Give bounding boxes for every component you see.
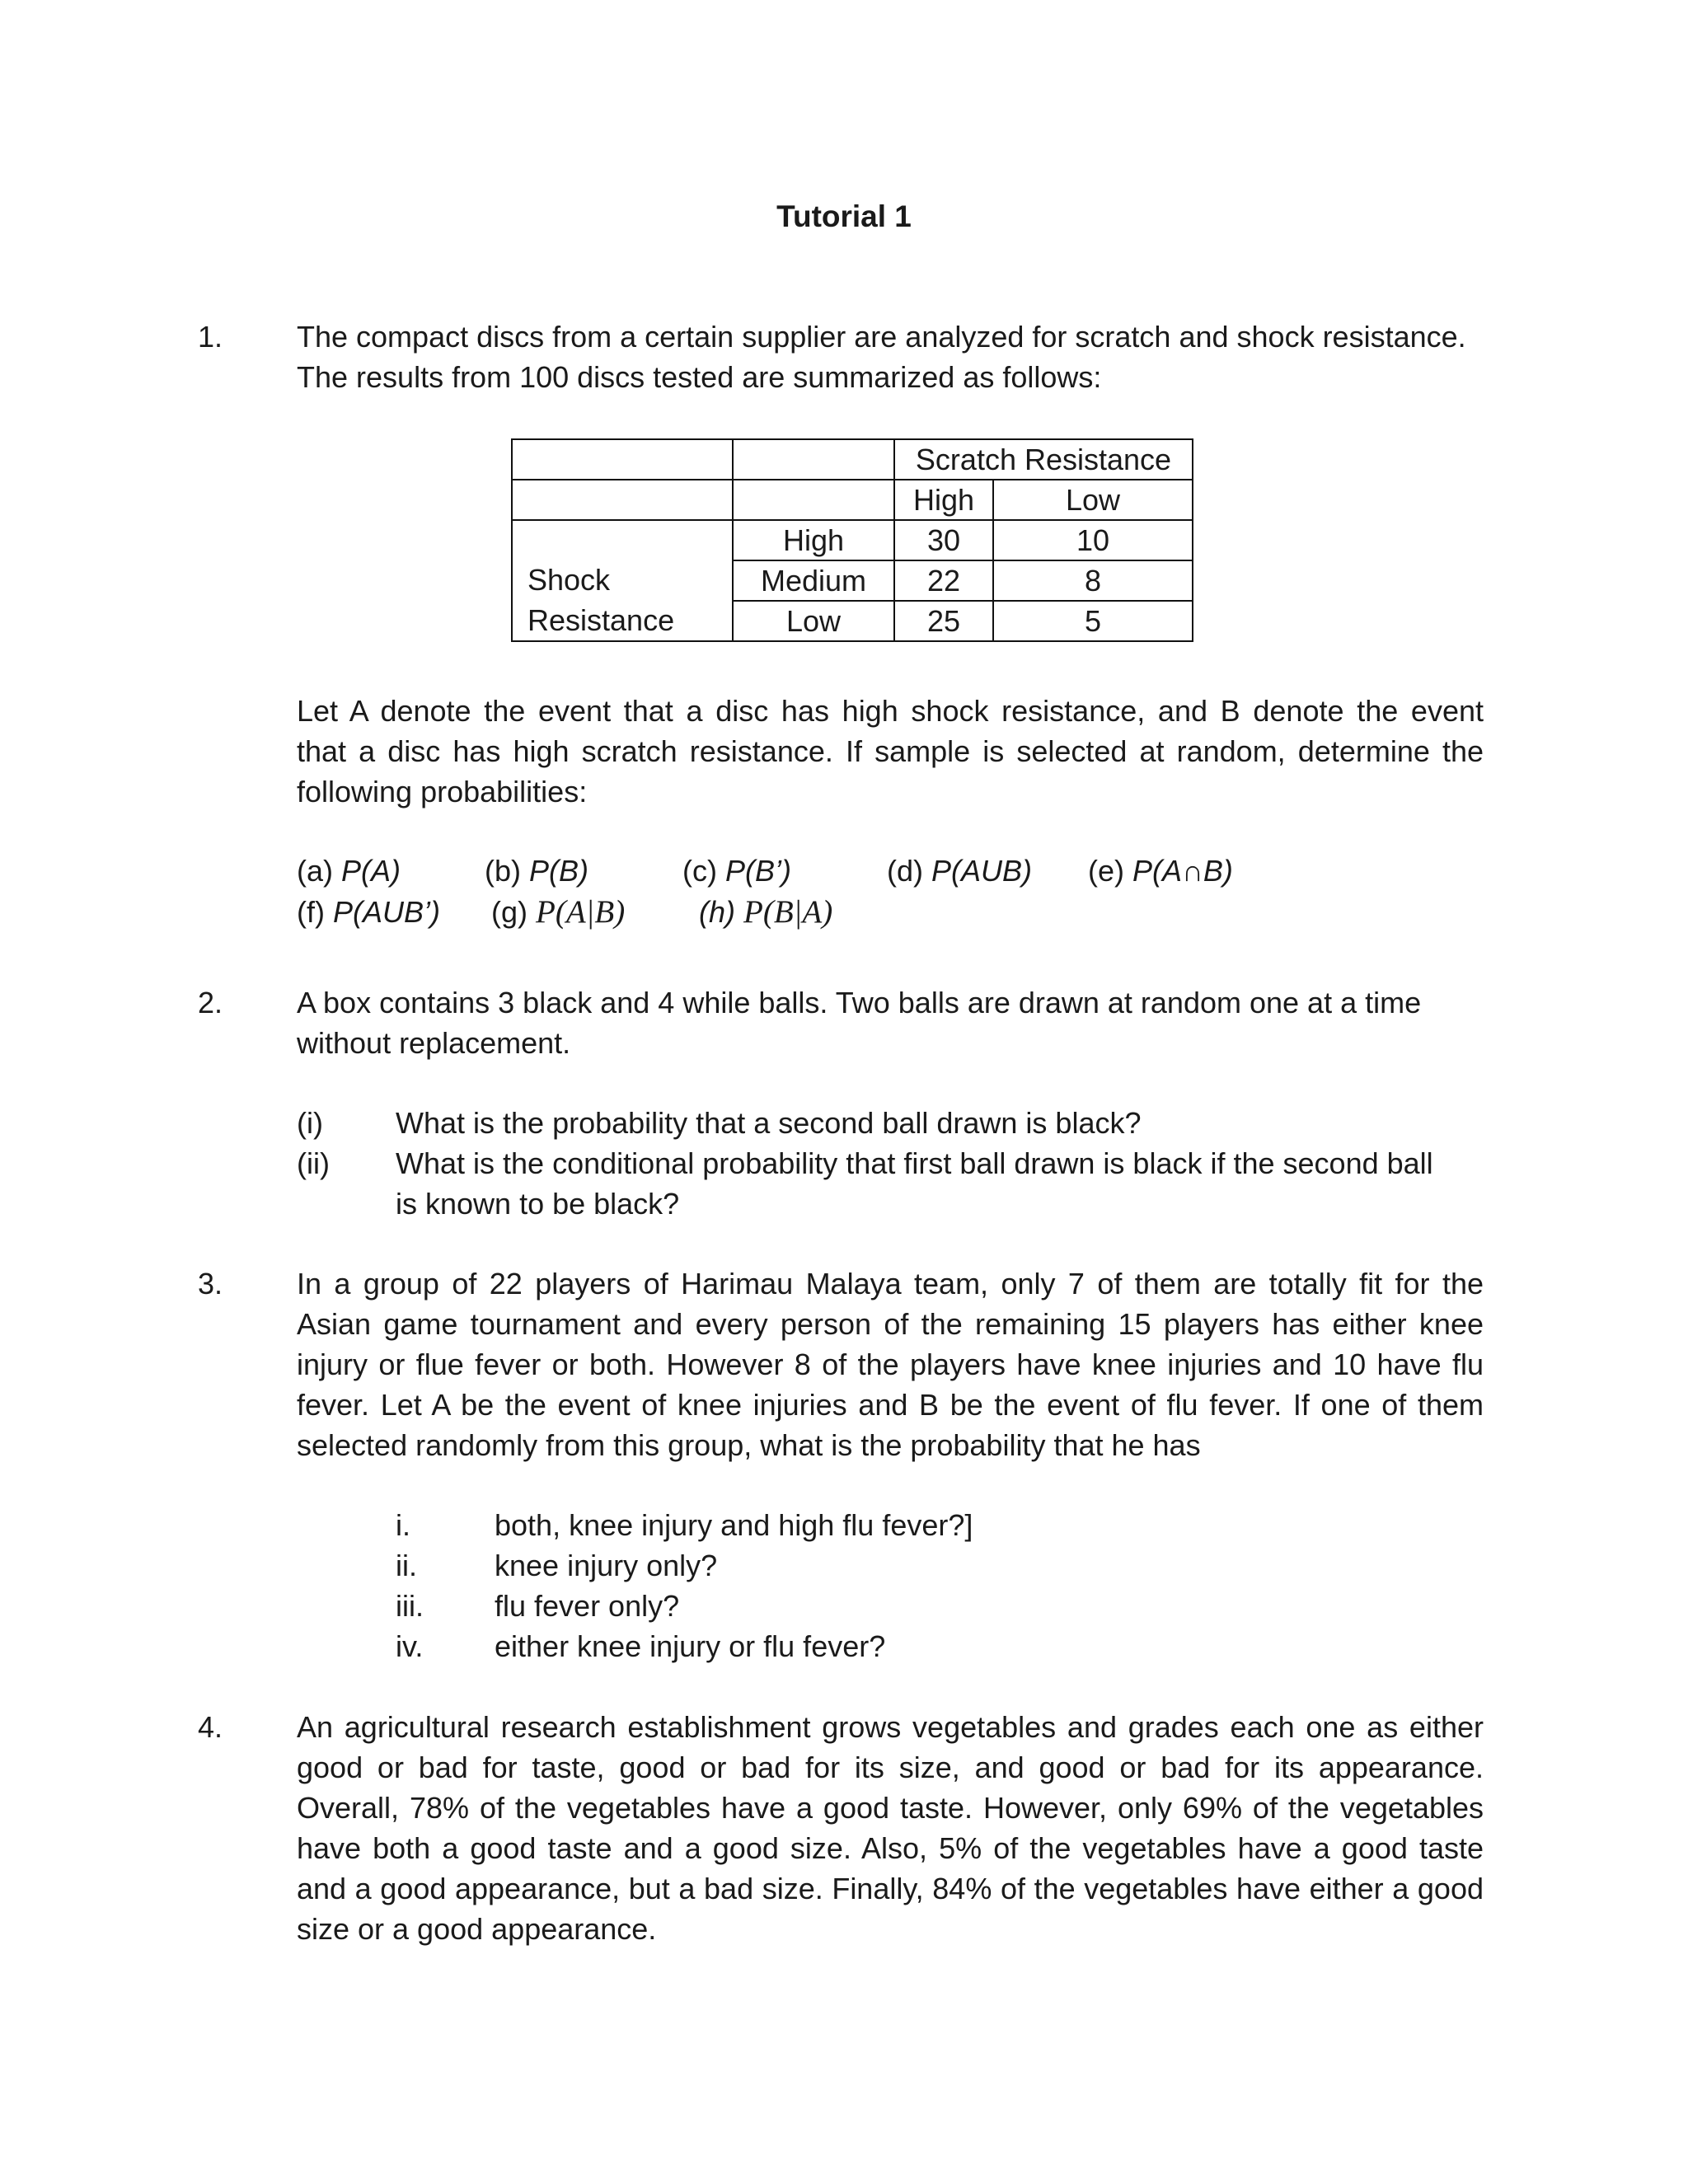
scratch-resistance-header: Scratch Resistance: [894, 439, 1193, 480]
part-f-expression: P(AUB’): [333, 895, 441, 929]
cell-medium-low: 8: [993, 560, 1193, 601]
cell-high-low: 10: [993, 520, 1193, 560]
q2-item-ii-line-2: is known to be black?: [396, 1187, 680, 1221]
part-b-label: (b): [485, 854, 521, 888]
question-4-line-2: good or bad for taste, good or bad for its size, and good or bad for its appearance.: [297, 1750, 1484, 1784]
q3-item-iv-text: either knee injury or flu fever?: [495, 1629, 886, 1663]
part-e-label: (e): [1088, 854, 1124, 888]
q3-item-iii-label: iii.: [396, 1589, 424, 1623]
question-2-number: 2.: [198, 986, 223, 1019]
part-e: [1088, 851, 1233, 891]
page-title: Tutorial 1: [776, 199, 912, 233]
part-a-label: (a): [297, 854, 333, 888]
q2-item-i-label: (i): [297, 1106, 323, 1140]
question-3-line-4: fever. Let A be the event of knee injuries and B be the event of flu fever. If one of them: [297, 1388, 1484, 1422]
question-4-line-1: An agricultural research establishment grows vegetables and grades each one as either: [297, 1710, 1484, 1744]
part-e-expression: P(A∩B): [1132, 854, 1233, 888]
question-3-line-3: injury or flue fever or both. However 8 of the players have knee injuries and 10 have flu: [297, 1347, 1484, 1381]
part-c: [682, 851, 791, 891]
question-4-line-5: and a good appearance, but a bad size. Finally, 84% of the vegetables have either a good: [297, 1872, 1484, 1905]
question-3-text: [297, 1263, 1484, 1465]
question-4-text: [297, 1707, 1484, 1949]
question-4-line-6: size or a good appearance.: [297, 1912, 657, 1946]
part-c-label: (c): [682, 854, 717, 888]
question-1-text-line-3: following probabilities:: [297, 775, 588, 808]
q3-item-i-label: i.: [396, 1508, 410, 1542]
question-4-number: 4.: [198, 1710, 223, 1744]
q3-item-iv-label: iv.: [396, 1629, 424, 1663]
q3-item-i-text: both, knee injury and high flu fever?]: [495, 1508, 973, 1542]
question-3-number: 3.: [198, 1267, 223, 1301]
question-1-text: [297, 691, 1484, 812]
shock-label-line-1: Shock: [528, 563, 611, 597]
part-g-label: (g): [491, 895, 528, 929]
question-2-text: [297, 982, 1484, 1063]
shock-resistance-label: [512, 520, 733, 641]
part-f-label: (f): [297, 895, 325, 929]
q3-item-iii-text: flu fever only?: [495, 1589, 680, 1623]
row-label-medium: Medium: [733, 560, 894, 601]
part-b-expression: P(B): [529, 854, 589, 888]
table-row: [512, 439, 1193, 480]
scratch-high-header: High: [894, 480, 993, 520]
q3-item-ii-text: knee injury only?: [495, 1549, 718, 1582]
part-a: [297, 851, 401, 891]
part-c-expression: P(B’): [725, 854, 791, 888]
shock-label-line-2: Resistance: [528, 603, 675, 637]
row-label-low: Low: [733, 601, 894, 641]
question-3-line-5: selected randomly from this group, what is the probability that he has: [297, 1428, 1201, 1462]
part-d-label: (d): [887, 854, 923, 888]
part-f: [297, 892, 440, 932]
question-3-line-2: Asian game tournament and every person of the remaining 15 players has either knee: [297, 1307, 1484, 1341]
question-1-text-line-2: that a disc has high scratch resistance. If sample is selected at random, determine the: [297, 734, 1484, 768]
question-4-line-3: Overall, 78% of the vegetables have a good taste. However, only 69% of the vegetables: [297, 1791, 1484, 1825]
row-label-high: High: [733, 520, 894, 560]
scratch-low-header: Low: [993, 480, 1193, 520]
cell-high-high: 30: [894, 520, 993, 560]
table-row: [512, 520, 1193, 560]
question-2-line-1: A box contains 3 black and 4 while balls. Two balls are drawn at random one at a time: [297, 986, 1422, 1019]
cell-low-low: 5: [993, 601, 1193, 641]
part-b: [485, 851, 588, 891]
part-g-expression: P(A|B): [536, 894, 626, 930]
question-1-intro: [297, 316, 1484, 397]
question-2-line-2: without replacement.: [297, 1026, 571, 1060]
q2-item-ii-line-1: What is the conditional probability that first ball drawn is black if the second ball: [396, 1146, 1433, 1180]
cell-low-high: 25: [894, 601, 993, 641]
part-g: [491, 892, 625, 932]
q2-item-i-text: What is the probability that a second ball drawn is black?: [396, 1106, 1142, 1140]
part-h-expression: P(B|A): [743, 894, 833, 930]
q3-item-ii-label: ii.: [396, 1549, 417, 1582]
q2-item-ii-label: (ii): [297, 1146, 330, 1180]
table-row: [512, 480, 1193, 520]
cell-medium-high: 22: [894, 560, 993, 601]
question-1-intro-line-2: The results from 100 discs tested are summarized as follows:: [297, 360, 1102, 394]
part-h: [699, 892, 832, 932]
question-3-line-1: In a group of 22 players of Harimau Malaya team, only 7 of them are totally fit for the: [297, 1267, 1484, 1301]
part-d: [887, 851, 1032, 891]
q2-item-ii-text: [396, 1143, 1484, 1224]
question-1-number: 1.: [198, 320, 223, 354]
question-4-line-4: have both a good taste and a good size. Also, 5% of the vegetables have a good taste: [297, 1831, 1484, 1865]
resistance-table: [511, 438, 1193, 642]
part-h-label: (h): [699, 895, 735, 929]
part-a-expression: P(A): [341, 854, 401, 888]
part-d-expression: P(AUB): [931, 854, 1033, 888]
question-1-text-line-1: Let A denote the event that a disc has high shock resistance, and B denote the event: [297, 694, 1484, 728]
question-1-intro-line-1: The compact discs from a certain supplier are analyzed for scratch and shock resistance.: [297, 320, 1466, 354]
